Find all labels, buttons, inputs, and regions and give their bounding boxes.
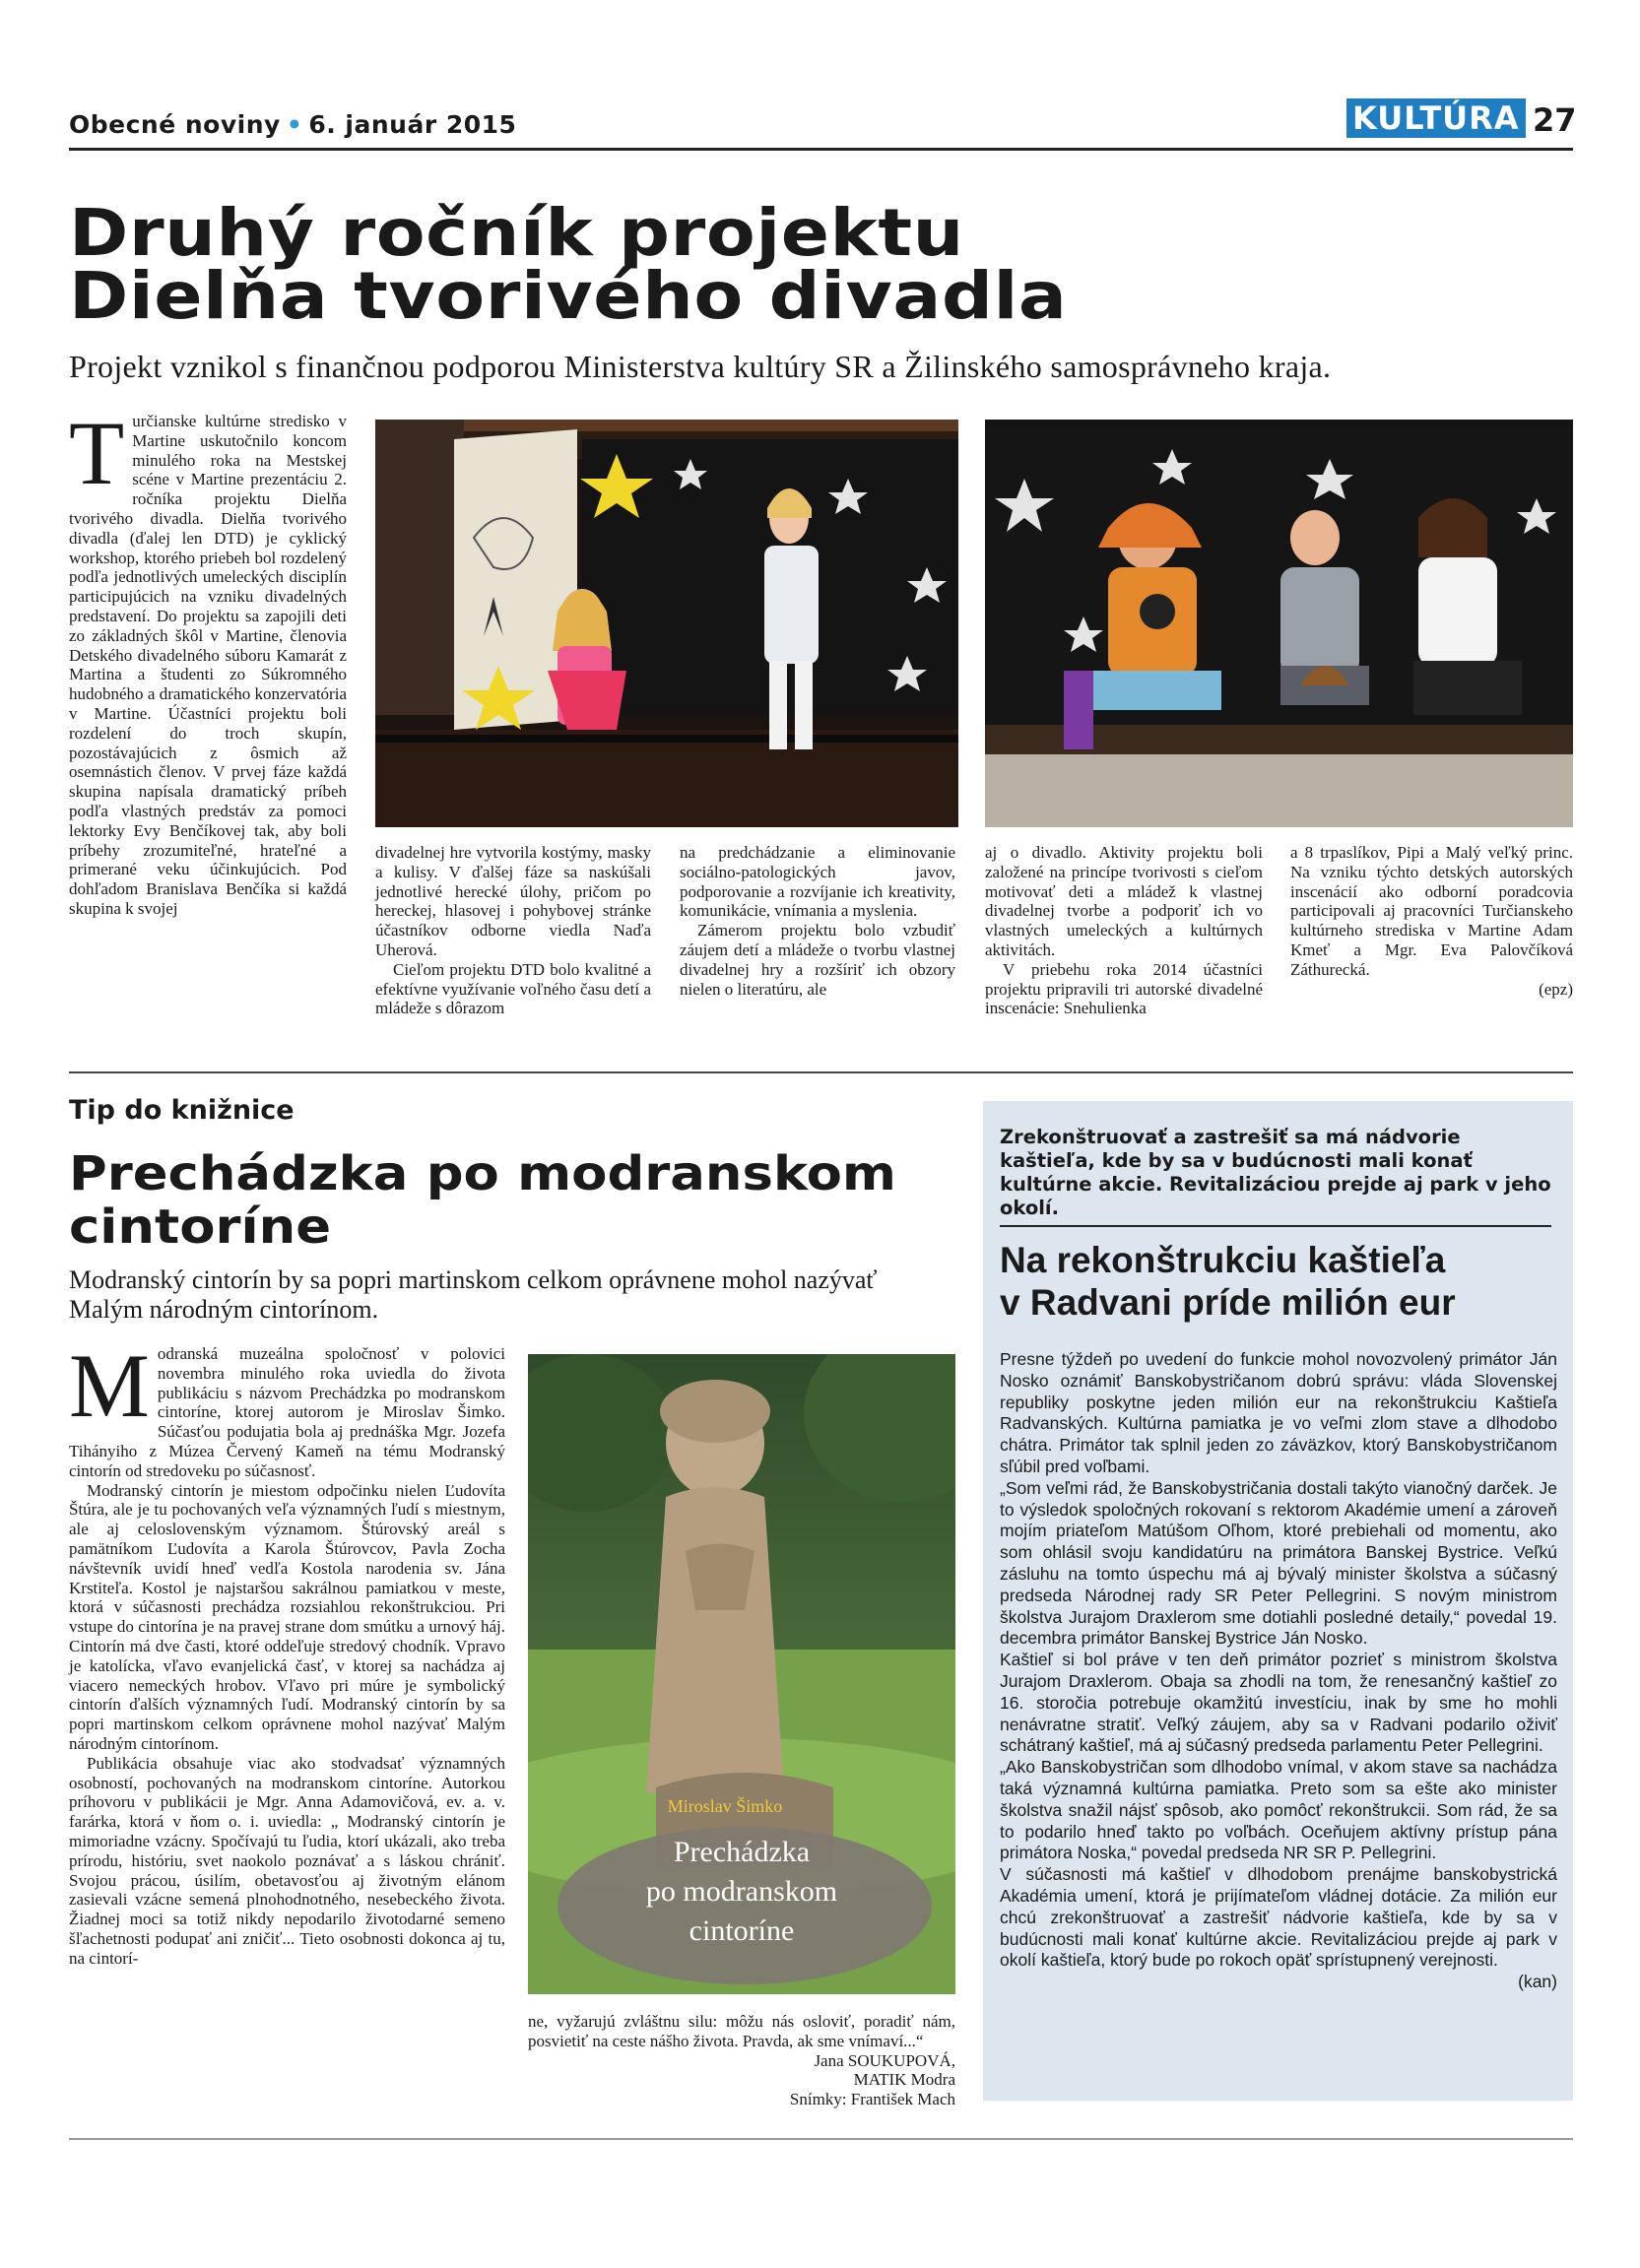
article2-dropcap: M [69,1335,150,1436]
article1-column-4 [985,843,1263,1018]
news-box-rule [1000,1225,1551,1227]
cover-author: Miroslav Šimko [667,1796,783,1816]
news-box-lead: Zrekonštruovať a zastrešiť sa má nádvorie kaštieľa, kde by sa v budúcnosti mali konať kultúrne akcie. Revitalizáciou prejde aj park v jeho okolí. [1000,1126,1551,1219]
cover-title-line3: cintoríne [689,1914,795,1947]
cover-title-line1: Prechádzka [673,1836,811,1868]
news-box-paragraph: V súčasnosti má kaštieľ v dlhodobom prenájme banskobystrická Akadémia umení, ktorá je prijímateľom vládnej dotácie. Za milión eur chcú zrekonštruovať a zastrešiť nádvorie kaštieľa, kde by sa v budúcnosti mali konať kultúrne akcie. Revitalizáciou prejde aj park v okolí kaštieľa, ktorý bude po rokoch opäť sprístupnený verejnosti. [1000,1864,1557,1971]
footer-rule [69,2138,1573,2140]
article2-author: Jana SOUKUPOVÁ, [814,2050,955,2070]
article1-paragraph: V priebehu roka 2014 účastníci projektu pripravili tri autorské divadelné inscenácie: Snehulienka [985,959,1263,1018]
header-separator: • [286,110,303,139]
article1-paragraph: aj o divadlo. Aktivity projektu boli založené na princípe tvorivosti s cieľom motivovať deti a mládež k vlastnej divadelnej tvorbe a podporiť ich vo vlastných umeleckých a kultúrnych aktivitách. [985,843,1263,959]
article1-signature: (epz) [1539,979,1573,999]
article-divider [69,1071,1573,1073]
article1-paragraph: Zámerom projektu bolo vzbudiť záujem detí a mládeže o tvorbu vlastnej divadelnej hry a rozšíriť ich obzory nielen o literatúru, ale [680,921,955,999]
article1-column-1 [69,403,347,919]
article1-column-3 [680,843,955,999]
news-box-signature: (kan) [1518,1972,1557,1992]
article1-paragraph: na predchádzanie a eliminovanie sociálno-patologických javov, podporovanie a rozvíjanie ich kreativity, komunikácie, vnímania a myslenia. [680,843,955,921]
article2-headline [69,1147,1044,1254]
article2-headline-line1: Prechádzka po modranskom [69,1146,896,1201]
news-box-paragraph: „Ako Banskobystričan som dlhodobo vnímal, v akom stave sa nachádza taká významná kultúrna pamiatka. Preto som sa ešte ako minister školstva snažil nájsť spôsob, ako pomôcť rekonštrukcii. Som rád, že sa to podarilo hneď takto po voľbách. Oceňujem aktívny prístup pána primátora Noska,“ povedal predseda NR SR P. Pellegrini. [1000,1757,1557,1863]
article1-paragraph: určianske kultúrne stredisko v Martine uskutočnilo koncom minulého roka na Mestskej scéne v Martine prezentáciu 2. ročníka projektu Dielňa tvorivého divadla. Dielňa tvorivého divadla (ďalej len DTD) je cyklický workshop, ktorého priebeh bol rozdelený podľa jednotlivých umeleckých disciplín participujúcich na vzniku divadelných predstavení. Do projektu sa zapojili deti zo základných škôl v Martine, členovia Detského divadelného súboru Kamarát z Martina a študenti zo Súkromného hudobného a dramatického konzervatória v Martine. Účastníci projektu boli rozdelení do troch skupín, pozostávajúcich z ôsmich až osemnástich členov. V prvej fáze každá skupina napísala dramatický príbeh podľa vlastných predstáv za pomoci lektorky Evy Benčíkovej tak, aby boli príbehy zrozumiteľné, hrateľné a primerané veku účinkujúcich. Pod dohľadom Branislava Benčíka si každá skupina k svojej [69,412,347,918]
article2-paragraph: Publikácia obsahuje viac ako stodvadsať významných osobností, pochovaných na modranskom cintoríne. Autorkou príhovoru v publikácii je Mgr. Anna Adamovičová, ev. a. v. farárka, ktorá v ňom o. i. uviedla: „ Modranský cintorín je mimoriadne vzácny. Spočívajú tu ľudia, ktorí ukázali, ako treba prírodu, históriu, svet naokolo poznávať a s láskou chrániť. Svojou prácou, úsilím, obetavosťou aj životným elánom zasievali vzácne semená plnohodnotného, nesebeckého života. Žiadnej moci sa totiž nikdy nepodarilo životodarné semeno šľachetnosti podupať ani zničiť... Tieto osobnosti dokonca aj tu, na cintorí- [69,1753,505,1968]
article2-column-2 [528,2012,955,2109]
article1-headline-line2: Dielňa tvorivého divadla [69,258,1068,334]
book-cover-image [528,1354,955,1994]
article1-dropcap: T [69,403,125,503]
news-box-paragraph: „Som veľmi rád, že Banskobystričania dostali takýto vianočný darček. Je to výsledok spoločných rokovaní s rektorom Akadémie umení a zároveň mojím priateľom Matúšom Oľhom, ktoré prebiehali od momentu, ako som ohlásil svoju kandidatúru na primátora Banskej Bystrice. Veľkú zásluhu na tomto úspechu má aj bývalý minister školstva a súčasný predseda Národnej rady SR Peter Pellegrini. S novým ministrom školstva Jurajom Draxlerom sme dotiahli posledné detaily,“ povedal 19. decembra primátor Banskej Bystrice Ján Nosko. [1000,1477,1557,1649]
running-header [69,110,516,139]
cover-title-line2: po modranskom [645,1875,838,1908]
article2-paragraph: odranská muzeálna spoločnosť v polovici novembra minulého roka uviedla do života publikáciu s názvom Prechádzka po modranskom cintoríne, ktorej autorom je Miroslav Šimko. Súčasťou podujatia bola aj prednáška Mgr. Jozefa Tihányiho z Múzea Červený Kameň na tému Modranský cintorín od stredoveku po súčasnosť. [69,1344,505,1480]
news-box-body [1000,1349,1557,1993]
article1-paragraph: a 8 trpaslíkov, Pipi a Malý veľký princ. Na vzniku týchto detských autorských inscenácií ako odborní poradcovia participovali aj pracovníci Turčianskeho kultúrneho strediska v Martine Adam Kmeť a Mgr. Eva Palovčíková Záthurecká. [1290,843,1573,979]
article2-photo-credit: Snímky: František Mach [789,2090,955,2109]
news-box-paragraph: Kaštieľ si bol práve v ten deň primátor pozrieť s ministrom školstva Jurajom Draxlerom. Obaja sa zhodli na tom, že renesančný kaštieľ zo 16. storočia potrebuje okamžitú investíciu, inak by sme ho mohli nenávratne stratiť. Veľký záujem, aby sa v Radvani podarilo oživiť schátraný kaštieľ, má aj súčasný predseda parlamentu Peter Pellegrini. [1000,1650,1557,1756]
article2-paragraph: Modranský cintorín je miestom odpočinku nielen Ľudovíta Štúra, ale je tu pochovaných veľa významných ľudí s miestnym, ale aj celoslovenským významom. Štúrovský areál s pamätníkom Ľudovíta a Karola Štúrovcov, Pavla Zocha návštevník uvidí hneď vedľa Kostola narodenia sv. Jána Krstiteľa. Kostol je najstaršou sakrálnou pamiatkou v meste, ktorá v súčasnosti prechádza rozsiahlou rekonštrukciou. Pri vstupe do cintorína je na pravej strane dom smútku a urnový háj. Cintorín má dve časti, ktoré oddeľuje stredový chodník. Vpravo je katolícka, vľavo evanjelická časť, v ktorej sa nachádza aj viacero nemeckých hrobov. Vľavo pri múre je symbolický cintorín ďalších významných ľudí. Modranský cintorín by sa popri martinskom celkom oprávnene mohol nazývať Malým národným cintorínom. [69,1480,505,1753]
header-rule [69,148,1573,151]
article2-column-1 [69,1335,505,1969]
article1-photo-stage-stars [375,420,958,827]
article1-paragraph: divadelnej hre vytvorila kostýmy, masky a kulisy. V ďalšej fáze sa naskúšali jednotlivé herecké úlohy, pričom po hereckej, hlasovej i pohybovej stránke účastníkov odborne viedla Naďa Uherová. [375,843,651,959]
article2-headline-line2: cintoríne [69,1199,332,1255]
article2-kicker: Tip do knižnice [69,1095,295,1126]
article2-subtitle: Modranský cintorín by sa popri martinskom celkom oprávnene mohol nazývať Malým národným cintorínom. [69,1265,878,1324]
article1-paragraph: Cieľom projektu DTD bolo kvalitné a efektívne využívanie voľného času detí a mládeže s dôrazom [375,959,651,1018]
article1-headline [69,195,1261,334]
issue-date: 6. január 2015 [308,110,517,139]
publication-name: Obecné noviny [69,110,281,139]
article2-paragraph: ne, vyžarujú zvláštnu silu: môžu nás osloviť, poradiť nám, posvietiť na ceste nášho života. Pravda, ak sme vnímaví...“ [528,2012,955,2050]
article2-author-org: MATIK Modra [853,2070,955,2090]
news-box-headline-line2: v Radvani príde milión eur [1000,1282,1456,1323]
news-box-headline [1000,1239,1591,1324]
news-box-paragraph: Presne týždeň po uvedení do funkcie mohol novozvolený primátor Ján Nosko oznámiť Banskobystričanom dobrú správu: vláda Slovenskej republiky poskytne jeden milión eur na rekonštrukciu Kaštieľa Radvanských. Kultúrna pamiatka je vo veľmi zlom stave a dlhodobo chátra. Primátor tak splnil jeden zo záväzkov, ktorý Banskobystričanom sľúbil pred voľbami. [1000,1349,1557,1476]
article1-column-2 [375,843,651,1018]
article1-subtitle: Projekt vznikol s finančnou podporou Ministerstva kultúry SR a Žilinského samosprávneho kraja. [69,349,1332,384]
page-number: 27 [1533,101,1577,139]
section-tag: KULTÚRA [1346,98,1526,138]
article1-column-5 [1290,843,1573,999]
article1-photo-children-stage [985,420,1573,827]
news-box-headline-line1: Na rekonštrukciu kaštieľa [1000,1240,1446,1280]
article1-headline-line1: Druhý ročník projektu [69,195,964,271]
